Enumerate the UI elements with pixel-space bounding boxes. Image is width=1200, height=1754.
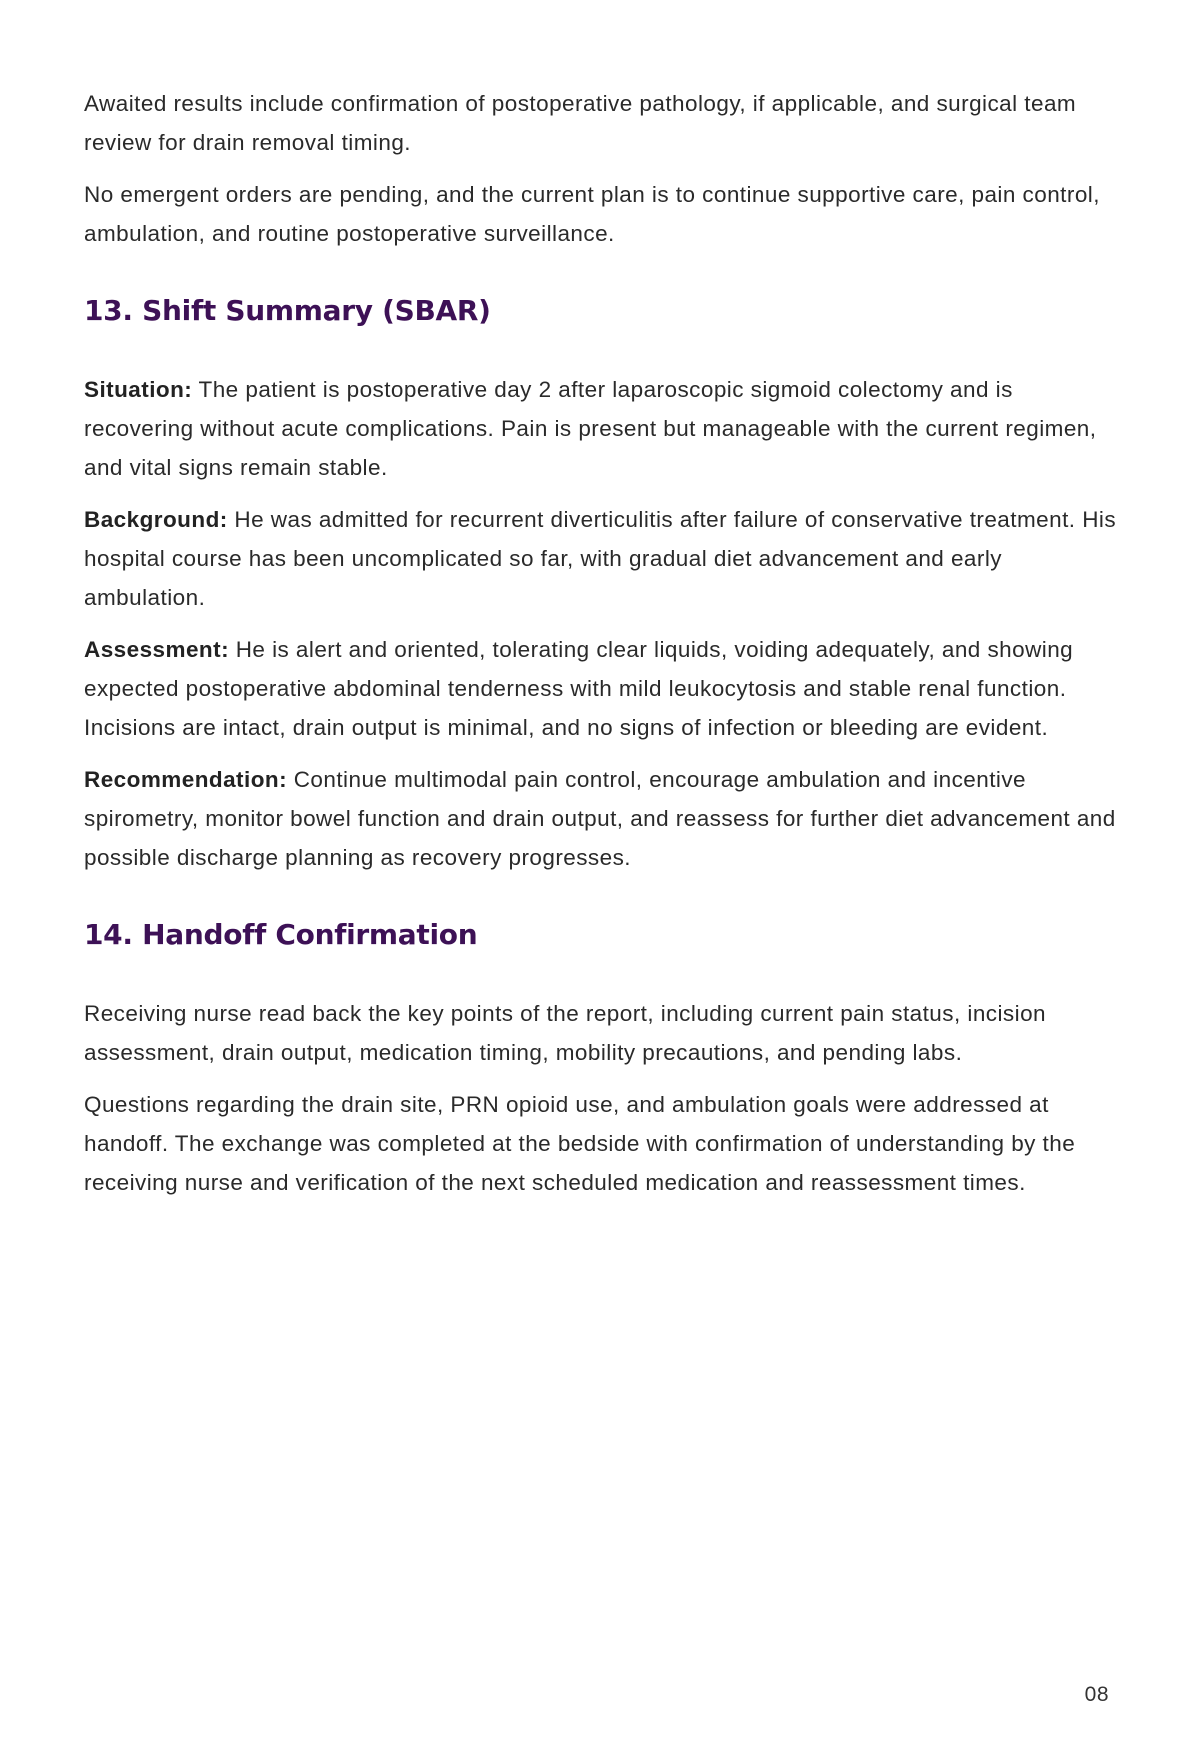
- page-number: 08: [1084, 1683, 1109, 1706]
- situation-label: Situation:: [84, 377, 193, 402]
- situation-text: The patient is postoperative day 2 after laparoscopic sigmoid colectomy and is recovering without acute complications. Pain is present but manageable with the current regimen, and vital signs remain stable.: [84, 377, 1097, 480]
- sbar-recommendation-paragraph: [84, 760, 1120, 877]
- assessment-text: He is alert and oriented, tolerating clear liquids, voiding adequately, and showing expected postoperative abdominal tenderness with mild leukocytosis and stable renal function. Incisions are intact, drain output is minimal, and no signs of infection or bleeding are evident.: [84, 637, 1074, 740]
- handoff-section-heading: 14. Handoff Confirmation: [84, 918, 478, 951]
- background-text: He was admitted for recurrent diverticulitis after failure of conservative treatment. His hospital course has been uncomplicated so far, with gradual diet advancement and early ambulation.: [84, 507, 1117, 610]
- document-page: [84, 84, 1120, 1215]
- handoff-readback-paragraph: Receiving nurse read back the key points of the report, including current pain status, incision assessment, drain output, medication timing, mobility precautions, and pending labs.: [84, 1001, 1047, 1065]
- recommendation-text: Continue multimodal pain control, encourage ambulation and incentive spirometry, monitor bowel function and drain output, and reassess for further diet advancement and possible discharge planning as recovery progresses.: [84, 767, 1116, 870]
- background-label: Background:: [84, 507, 228, 532]
- sbar-section-heading: 13. Shift Summary (SBAR): [84, 294, 491, 327]
- pending-results-paragraph: Awaited results include confirmation of postoperative pathology, if applicable, and surgical team review for drain removal timing.: [84, 91, 1077, 155]
- sbar-situation-paragraph: [84, 370, 1120, 487]
- assessment-label: Assessment:: [84, 637, 230, 662]
- pending-orders-paragraph: No emergent orders are pending, and the current plan is to continue supportive care, pain control, ambulation, and routine postoperative surveillance.: [84, 182, 1100, 246]
- sbar-assessment-paragraph: [84, 630, 1120, 747]
- handoff-questions-paragraph: Questions regarding the drain site, PRN opioid use, and ambulation goals were addressed at handoff. The exchange was completed at the bedside with confirmation of understanding by the receiving nurse and verification of the next scheduled medication and reassessment times.: [84, 1092, 1076, 1195]
- sbar-background-paragraph: [84, 500, 1120, 617]
- recommendation-label: Recommendation:: [84, 767, 288, 792]
